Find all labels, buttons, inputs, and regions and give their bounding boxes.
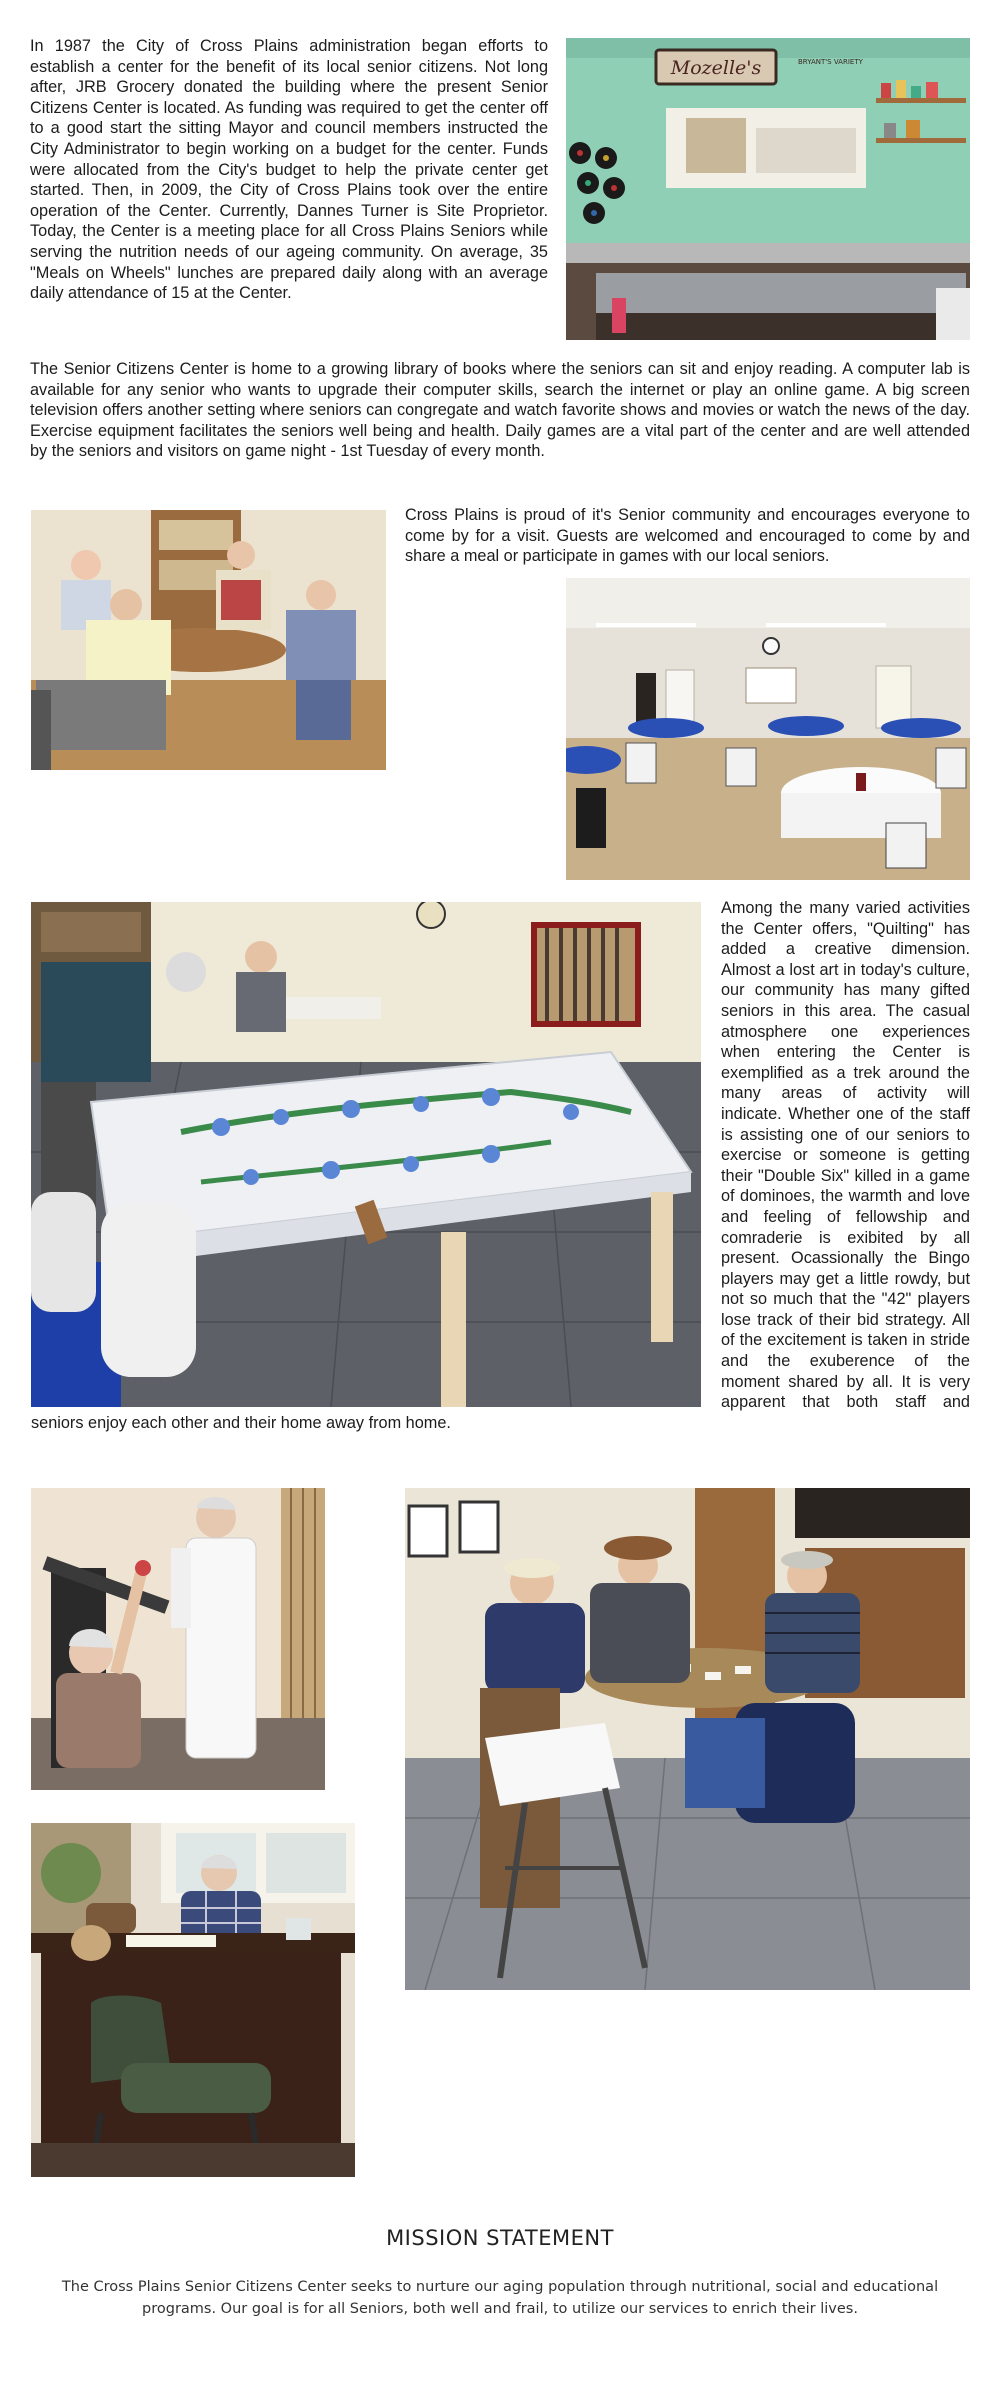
library-paragraph: The Senior Citizens Center is home to a growing library of books where the seniors can sit and enjoy reading. A computer lab is available for any senior who wants to upgrade their computer skills, search the internet or play an online game. A big screen television offers another setting where seniors can congregate and watch favorite shows and movies or watch the news of the day. Exercise equipment facilitates the seniors well being and health. Daily games are a vital part of the center and are well attended by the seniors and visitors on game night - 1st Tuesday of every month. xyxy=(30,360,970,461)
mission-statement: The Cross Plains Senior Citizens Center seeks to nurture our aging population through nutritional, social and educational programs. Our goal is for all Seniors, both well and frail, to utilize our services to enrich their lives. xyxy=(61,2279,939,2317)
activities-paragraph: Among the many varied activities the Center offers, "Quilting" has added a creative dimension. Almost a lost art in today's culture, our community has many gifted seniors in this area. The casual atmosphere one experiences when entering the Center is exemplified as a trek around the many areas of activity will indicate. Whether one of the staff is assisting one of our seniors to exercise or someone is getting their "Double Six" killed in a game of dominoes, the warmth and love and feeling of fellowship and comraderie is exibited by all present. Ocassionally the Bingo players may get a little rowdy, but not so much that the "42" players lose track of their bid strategy. All of the excitement is taken in stride and the exuberence of the moment shared by all. It is very apparent that both staff and seniors enjoy each other and their home away from home. xyxy=(31,899,970,1432)
office-photo xyxy=(31,1823,355,2177)
community-paragraph: Cross Plains is proud of it's Senior community and encourages everyone to come by for a visit. Guests are welcomed and encouraged to come by and share a meal or participate in games with our local seniors. xyxy=(405,506,970,566)
kitchen-sign-text: Mozelle's xyxy=(670,57,762,79)
dining-room-photo xyxy=(566,578,970,880)
svg-text:BRYANT'S VARIETY: BRYANT'S VARIETY xyxy=(798,58,863,66)
dominoes-table-photo xyxy=(405,1488,970,1990)
history-paragraph: In 1987 the City of Cross Plains administration began efforts to establish a center for the benefit of its local senior citizens. Not long after, JRB Grocery donated the building where the present Senior Citizens Center is located. As funding was required to get the center off to a good start the sitting Mayor and council members instructed the City Administrator to begin working on a budget for the center. Funds were allocated from the City's budget to help the private center get started. Then, in 2009, the City of Cross Plains took over the entire operation of the Center. Currently, Dannes Turner is Site Proprietor. Today, the Center is a meeting place for all Cross Plains Seniors while serving the nutrition needs of our ageing community. On average, 35 "Meals on Wheels" lunches are prepared daily along with an average daily attendance of 15 at the Center. xyxy=(30,37,548,303)
exercise-photo xyxy=(31,1488,325,1790)
mission-heading: MISSION STATEMENT xyxy=(386,2226,614,2250)
dominoes-photo xyxy=(31,510,386,770)
kitchen-photo xyxy=(566,38,970,340)
